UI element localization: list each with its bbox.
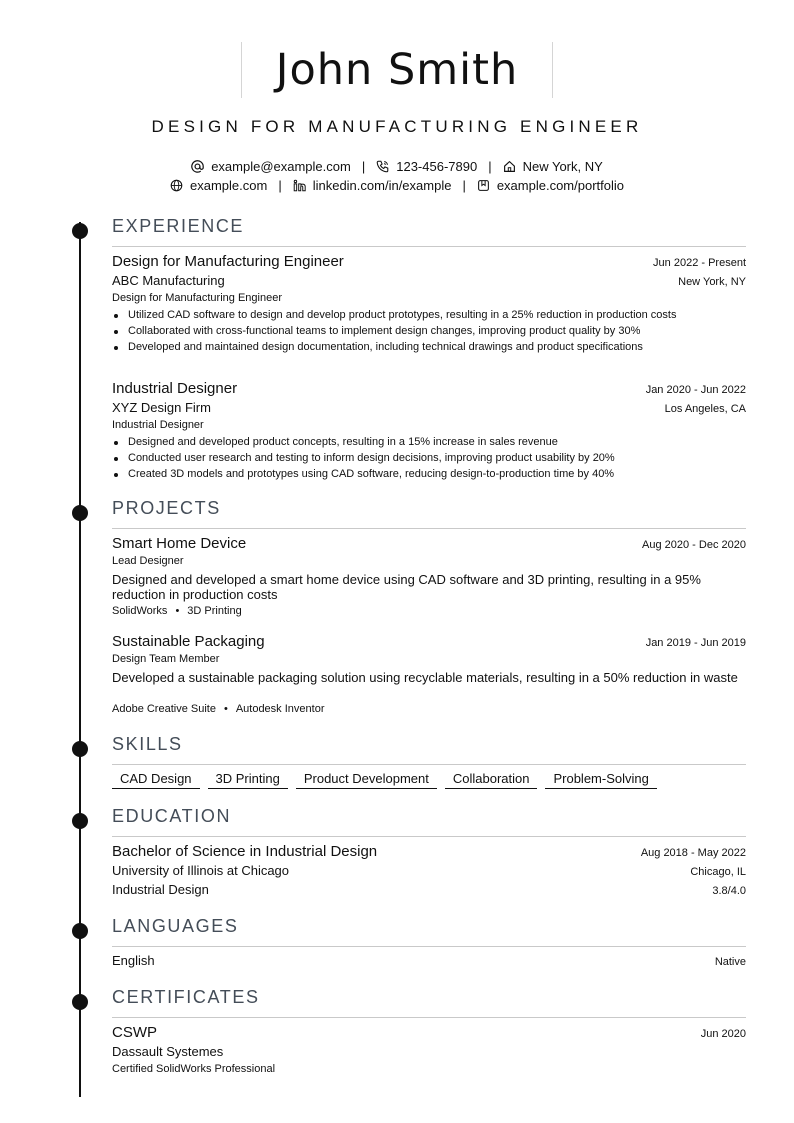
skill-chip: Product Development [296,771,437,789]
linkedin-item[interactable] [293,178,452,193]
education-major: Industrial Design [112,882,209,897]
certificate-date: Jun 2020 [700,1028,746,1040]
list-item: Designed and developed product concepts, resulting in a 15% increase in sales revenue [112,436,732,448]
separator: | [278,178,282,193]
experience-subtitle: Design for Manufacturing Engineer [112,292,282,304]
phone-text[interactable]: 123-456-7890 [396,159,478,174]
project-header [112,633,746,650]
education-dates: Aug 2018 - May 2022 [640,847,746,859]
phone-item[interactable] [376,159,477,174]
project-name: Smart Home Device [112,535,247,552]
email-text[interactable]: example@example.com [211,159,351,174]
project-tag: Autodesk Inventor [235,703,325,715]
education-degree: Bachelor of Science in Industrial Design [112,843,378,860]
project-tag: SolidWorks [112,605,168,617]
experience-company: XYZ Design Firm [112,400,211,415]
section-title-skills: SKILLS [112,734,183,754]
section-divider [112,836,746,837]
location-text: New York, NY [522,159,603,174]
list-item: Collaborated with cross-functional teams to implement design changes, improving product quality by 30% [112,325,732,337]
experience-company-row [112,400,746,415]
skill-chip: CAD Design [112,771,200,789]
globe-icon [170,179,183,192]
language-row [112,953,746,968]
experience-bullets [112,309,732,357]
timeline-dot-skills [72,741,88,757]
section-title-projects: PROJECTS [112,498,221,518]
experience-company: ABC Manufacturing [112,273,225,288]
list-item: Developed and maintained design documentation, including technical drawings and product specifications [112,341,732,353]
project-header [112,535,746,552]
experience-dates: Jan 2020 - Jun 2022 [645,384,746,396]
section-divider [112,246,746,247]
education-school: University of Illinois at Chicago [112,863,290,878]
certificate-description: Certified SolidWorks Professional [112,1063,276,1075]
name-frame [241,42,553,98]
certificate-name: CSWP [112,1024,157,1041]
experience-role: Industrial Designer [112,380,238,397]
separator: | [361,159,366,174]
project-dates: Jan 2019 - Jun 2019 [645,637,746,649]
project-tags [112,605,242,617]
experience-location: New York, NY [678,276,746,288]
project-dates: Aug 2020 - Dec 2020 [642,539,746,551]
section-divider [112,946,746,947]
experience-header [112,380,746,397]
timeline-dot-certificates [72,994,88,1010]
home-icon [503,160,516,173]
section-divider [112,764,746,765]
timeline-dot-projects [72,505,88,521]
project-name: Sustainable Packaging [112,633,265,650]
skill-chip: 3D Printing [208,771,288,789]
linkedin-text[interactable]: linkedin.com/in/example [312,178,452,193]
experience-location: Los Angeles, CA [664,403,746,415]
timeline-dot-experience [72,223,88,239]
contact-line-2 [0,178,794,193]
website-text[interactable]: example.com [190,178,268,193]
experience-bullets [112,436,732,484]
timeline-dot-education [72,813,88,829]
skills-list [112,771,657,789]
education-header [112,843,746,860]
project-tags [112,703,324,715]
portfolio-item[interactable] [477,178,624,193]
list-item: Created 3D models and prototypes using CAD software, reducing design-to-production time by 40% [112,468,732,480]
website-item[interactable] [170,178,267,193]
language-level: Native [714,956,746,968]
section-divider [112,1017,746,1018]
candidate-name: John Smith [275,45,519,95]
email-item[interactable] [191,159,351,174]
linkedin-icon [293,179,306,192]
certificate-issuer: Dassault Systemes [112,1044,224,1059]
at-icon [191,160,204,173]
section-title-education: EDUCATION [112,806,232,826]
separator: | [462,178,466,193]
project-role: Design Team Member [112,653,220,665]
project-tag: Adobe Creative Suite [112,703,216,715]
experience-dates: Jun 2022 - Present [653,257,746,269]
name-header [0,42,794,98]
education-location: Chicago, IL [690,866,746,878]
project-description: Developed a sustainable packaging solution using recyclable materials, resulting in a 50% reduction in waste [112,670,738,685]
portfolio-text[interactable]: example.com/portfolio [496,178,624,193]
list-item: Utilized CAD software to design and develop product prototypes, resulting in a 25% reduction in production costs [112,309,732,321]
contact-line-1 [0,159,794,174]
experience-role: Design for Manufacturing Engineer [112,253,344,270]
project-tag: 3D Printing [187,605,242,617]
experience-header [112,253,746,270]
tag-separator: • [223,703,228,715]
section-title-certificates: CERTIFICATES [112,987,260,1007]
skill-chip: Collaboration [445,771,538,789]
separator: | [488,159,492,174]
skill-chip: Problem-Solving [545,771,656,789]
section-title-languages: LANGUAGES [112,916,239,936]
language-name: English [112,953,155,968]
section-title-experience: EXPERIENCE [112,216,245,236]
tag-separator: • [175,605,180,617]
certificate-header [112,1024,746,1041]
list-item: Conducted user research and testing to inform design decisions, improving product usability by 20% [112,452,732,464]
phone-icon [376,160,389,173]
job-title: DESIGN FOR MANUFACTURING ENGINEER [151,117,643,136]
section-divider [112,528,746,529]
education-major-row [112,882,746,897]
project-description: Designed and developed a smart home device using CAD software and 3D printing, resulting in a 95% reduction in production costs [112,572,701,602]
location-item [503,159,603,174]
experience-subtitle: Industrial Designer [112,419,204,431]
portfolio-icon [477,179,490,192]
experience-company-row [112,273,746,288]
timeline-line [79,222,81,1097]
project-role: Lead Designer [112,555,184,567]
timeline-dot-languages [72,923,88,939]
education-gpa: 3.8/4.0 [712,885,746,897]
education-school-row [112,863,746,878]
certificate-issuer-row [112,1044,746,1059]
